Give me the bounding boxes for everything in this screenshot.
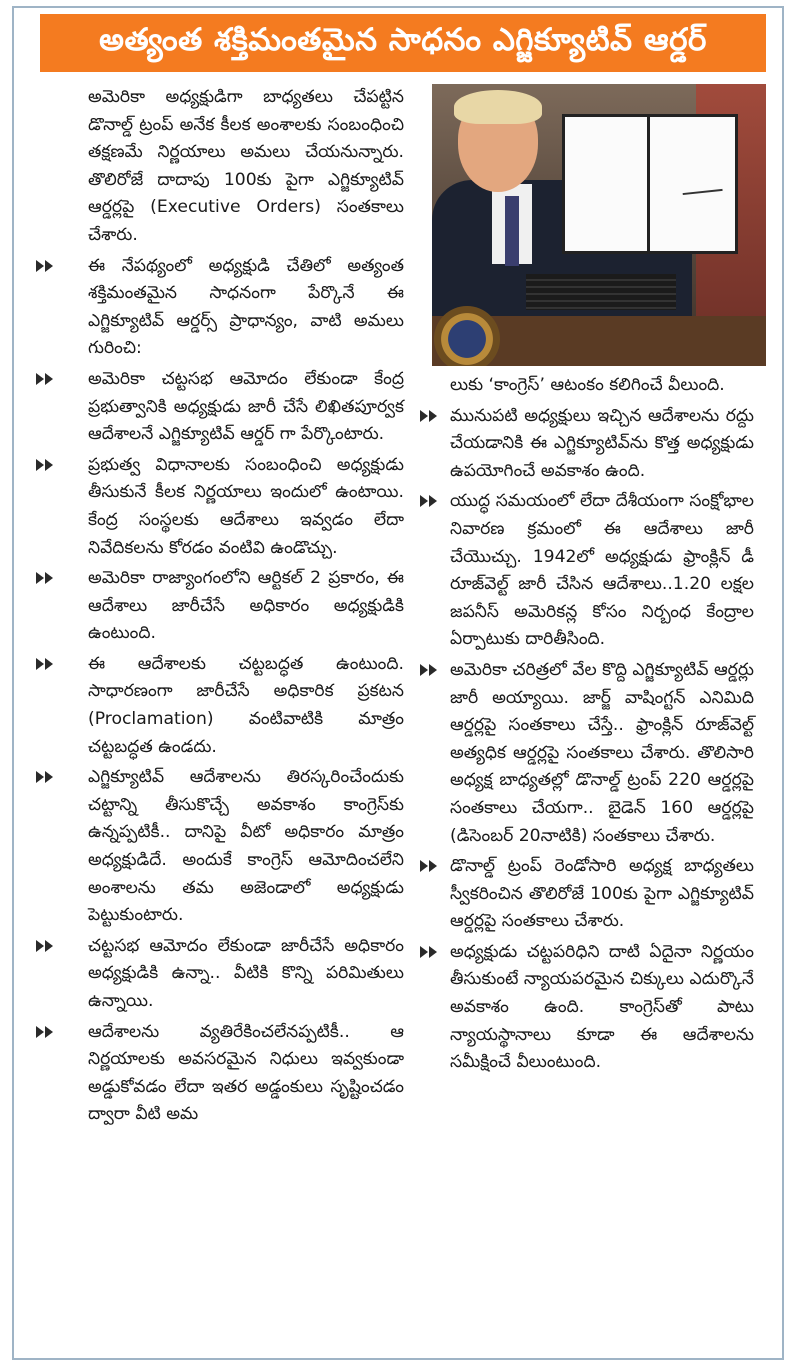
paragraph-text: ఎగ్జిక్యూటివ్ ఆదేశాలను తిరస్కరించేందుకు చట్టాన్ని తీసుకొచ్చే అవకాశం కాంగ్రెస్‌కు ఉన్నప్పటికీ.. దానిపై వీటో అధికారం మాత్రం అధ్యక్షుడిదే. అందుకే కాంగ్రెస్ ఆమోదించలేని అంశాలను తమ అజెండాలో అధ్యక్షుడు పెట్టుకుంటారు. — [88, 767, 404, 926]
left-column — [34, 84, 404, 1132]
paragraph-text: ఆదేశాలను వ్యతిరేకించలేనప్పటికీ.. ఆ నిర్ణయాలకు అవసరమైన నిధులు ఇవ్వకుండా అడ్డుకోవడం లేదా ఇతర అడ్డంకులు సృష్టించడం ద్వారా వీటి అమ — [88, 1021, 404, 1125]
double-arrow-bullet-icon — [36, 656, 58, 672]
double-arrow-bullet-icon — [420, 493, 442, 509]
double-arrow-bullet-icon — [36, 371, 58, 387]
paragraph-text: లుకు ‘కాంగ్రెస్’ ఆటంకం కలిగించే వీలుంది. — [450, 375, 725, 395]
bullet-paragraph — [34, 764, 404, 930]
bullet-paragraph — [34, 452, 404, 562]
photo-person-hair — [454, 90, 542, 124]
double-arrow-bullet-icon — [420, 408, 442, 424]
article-title — [40, 14, 766, 72]
presidential-seal-icon — [434, 306, 500, 366]
paragraph-text: అమెరికా అధ్యక్షుడిగా బాధ్యతలు చేపట్టిన డొనాల్డ్ ట్రంప్ అనేక కీలక అంశాలకు సంబంధించి తక్షణమే నిర్ణయాలు అమలు చేయనున్నారు. తొలిరోజే దాదాపు 100కు పైగా ఎగ్జిక్యూటివ్ ఆర్డర్లపై (Executive Orders) సంతకాలు చేశారు. — [88, 87, 404, 245]
double-arrow-bullet-icon — [36, 457, 58, 473]
paragraph-text: అధ్యక్షుడు చట్టపరిధిని దాటి ఏదైనా నిర్ణయం తీసుకుంటే న్యాయపరమైన చిక్కులు ఎదుర్కొనే అవకాశం ఉంది. కాంగ్రెస్‌తో పాటు న్యాయస్థానాలు కూడా ఈ ఆదేశాలను సమీక్షించే వీలుంటుంది. — [450, 941, 754, 1073]
paragraph — [418, 372, 754, 400]
paragraph-text: డొనాల్డ్ ట్రంప్ రెండోసారి అధ్యక్ష బాధ్యతలు స్వీకరించిన తొలిరోజే 100కు పైగా ఎగ్జిక్యూటివ్ ఆర్డర్లపై సంతకాలు చేశారు. — [450, 856, 754, 932]
bullet-paragraph — [418, 488, 754, 654]
bullet-paragraph — [418, 403, 754, 486]
double-arrow-bullet-icon — [420, 944, 442, 960]
paragraph-text: అమెరికా చరిత్రలో వేల కొద్ది ఎగ్జిక్యూటివ్ ఆర్డర్లు జారీ అయ్యాయి. జార్జ్ వాషింగ్టన్ ఎనిమిది ఆర్డర్లపై సంతకాలు చేస్తే.. ఫ్రాంక్లిన్ రూజ్‌వెల్ట్ అత్యధిక ఆర్డర్లపై సంతకాలు చేశారు. తొలిసారి అధ్యక్ష బాధ్యతల్లో డొనాల్డ్ ట్రంప్ 220 ఆర్డర్లపై సంతకాలు చేయగా.. బైడెన్ 160 ఆర్డర్లపై (డిసెంబర్ 20నాటికి) సంతకాలు చేశారు. — [450, 659, 754, 846]
paragraph-text: మునుపటి అధ్యక్షులు ఇచ్చిన ఆదేశాలను రద్దు చేయడానికి ఈ ఎగ్జిక్యూటివ్‌ను కొత్త అధ్యక్షుడు ఉపయోగించే అవకాశం ఉంది. — [450, 405, 754, 481]
paragraph-text: అమెరికా చట్టసభ ఆమోదం లేకుండా కేంద్ర ప్రభుత్వానికి అధ్యక్షుడు జారీ చేసే లిఖితపూర్వక ఆదేశాలనే ఎగ్జిక్యూటివ్ ఆర్డర్ గా పేర్కొంటారు. — [88, 368, 404, 445]
double-arrow-bullet-icon — [420, 662, 442, 678]
bullet-paragraph — [34, 651, 404, 761]
paragraph-text: ఈ ఆదేశాలకు చట్టబద్ధత ఉంటుంది. సాధారణంగా జారీచేసే అధికారిక ప్రకటన (Proclamation) వంటివాటికి మాత్రం చట్టబద్ధత ఉండదు. — [88, 653, 404, 757]
double-arrow-bullet-icon — [420, 858, 442, 874]
bullet-paragraph — [34, 253, 404, 363]
double-arrow-bullet-icon — [36, 570, 58, 586]
article-title-text: అత్యంత శక్తిమంతమైన సాధనం ఎగ్జిక్యూటివ్ ఆర్డర్ — [99, 21, 707, 58]
photo-person-tie — [505, 196, 519, 266]
bullet-paragraph — [418, 939, 754, 1077]
article-photo — [432, 84, 766, 366]
paragraph-text: చట్టసభ ఆమోదం లేకుండా జారీచేసే అధికారం అధ్యక్షుడికి ఉన్నా.. వీటికి కొన్ని పరిమితులు ఉన్నాయి. — [88, 935, 404, 1011]
paragraph — [34, 84, 404, 250]
paragraph-text: అమెరికా రాజ్యాంగంలోని ఆర్టికల్ 2 ప్రకారం, ఈ ఆదేశాలు జారీచేసే అధికారం అధ్యక్షుడికి ఉంటుంది. — [88, 568, 404, 644]
bullet-paragraph — [34, 366, 404, 449]
paragraph-text: యుద్ధ సమయంలో లేదా దేశీయంగా సంక్షోభాల నివారణ క్రమంలో ఈ ఆదేశాలు జారీ చేయొచ్చు. 1942లో అధ్యక్షుడు ఫ్రాంక్లిన్ డీ రూజ్‌వెల్ట్ జారీ చేసిన ఆదేశాలు..1.20 లక్షల జపనీస్ అమెరికన్ల కోసం నిర్బంధ కేంద్రాల ఏర్పాటుకు దారితీసింది. — [450, 491, 754, 650]
double-arrow-bullet-icon — [36, 938, 58, 954]
right-column — [418, 372, 754, 1080]
paragraph-text: ఈ నేపథ్యంలో అధ్యక్షుడి చేతిలో అత్యంత శక్తిమంతమైన సాధనంగా పేర్కొనే ఈ ఎగ్జిక్యూటివ్ ఆర్డర్స్ ప్రాధాన్యం, వాటి అమలు గురించి: — [88, 255, 404, 359]
bullet-paragraph — [418, 657, 754, 850]
paragraph-text: ప్రభుత్వ విధానాలకు సంబంధించి అధ్యక్షుడు తీసుకునే కీలక నిర్ణయాలు ఇందులో ఉంటాయి. కేంద్ర సంస్థలకు ఆదేశాలు ఇవ్వడం లేదా నివేదికలను కోరడం వంటివి ఉండొచ్చు. — [88, 454, 404, 558]
photo-folders — [526, 274, 676, 310]
double-arrow-bullet-icon — [36, 1024, 58, 1040]
double-arrow-bullet-icon — [36, 258, 58, 274]
bullet-paragraph — [34, 1019, 404, 1129]
bullet-paragraph — [34, 565, 404, 648]
bullet-paragraph — [418, 853, 754, 936]
double-arrow-bullet-icon — [36, 769, 58, 785]
bullet-paragraph — [34, 933, 404, 1016]
